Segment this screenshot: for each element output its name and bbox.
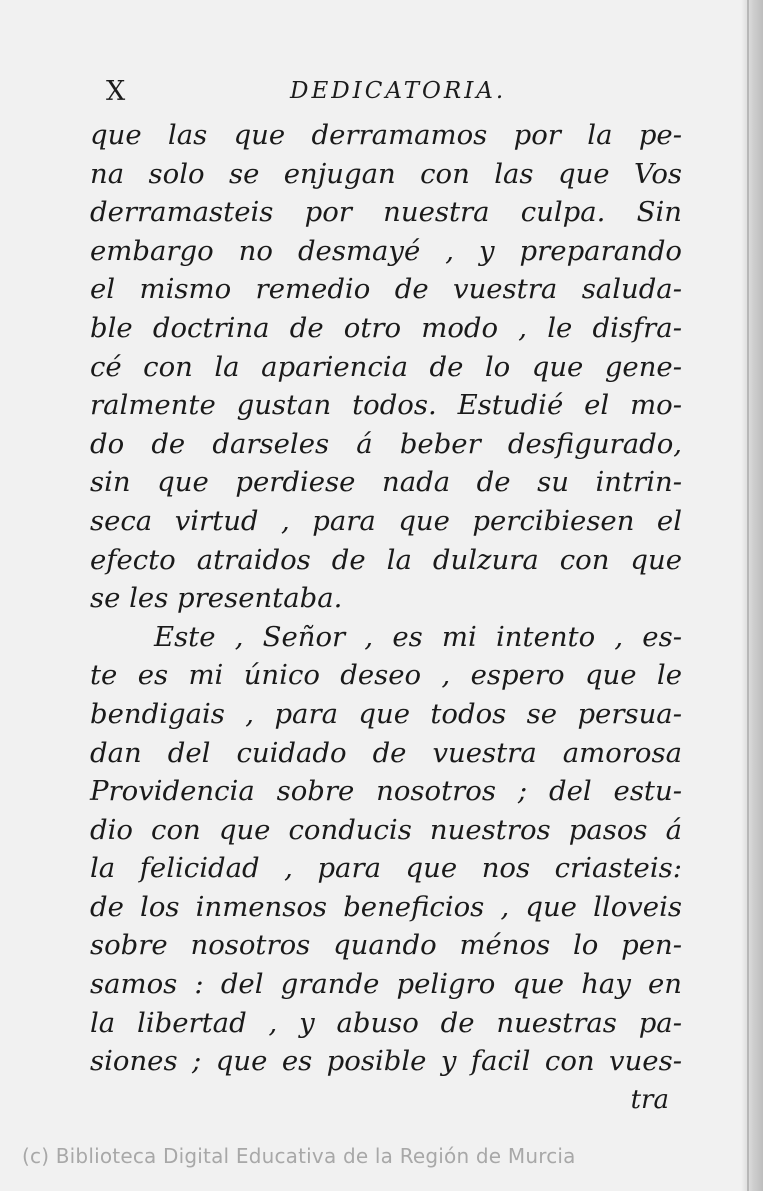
text-line: la felicidad , para que nos criasteis: (90, 852, 682, 885)
text-line: efecto atraidos de la dulzura con que (90, 543, 682, 576)
text-line: sobre nosotros quando ménos lo pen- (90, 929, 682, 962)
header-title: DEDICATORIA. (290, 78, 507, 104)
text-line: ble doctrina de otro modo , le disfra- (90, 311, 682, 344)
text-line: ralmente gustan todos. Estudié el mo- (90, 389, 682, 422)
text-line: el mismo remedio de vuestra saluda- (90, 273, 682, 306)
text-line: embargo no desmayé , y preparando (90, 234, 682, 267)
running-head (100, 76, 520, 116)
text-line: seca virtud , para que percibiesen el (90, 504, 682, 537)
text-line: dan del cuidado de vuestra amorosa (90, 736, 682, 769)
text-line: bendigais , para que todos se persua- (90, 697, 682, 730)
text-line: que las que derramamos por la pe- (90, 119, 682, 151)
text-line: samos : del grande peligro que hay en (90, 968, 682, 1001)
text-line: na solo se enjugan con las que Vos (90, 157, 682, 190)
text-line: Providencia sobre nosotros ; del estu- (90, 775, 682, 808)
catchword: tra (630, 1085, 669, 1115)
text-line: la libertad , y abuso de nuestras pa- (90, 1006, 682, 1039)
page-edge-shadow (741, 0, 763, 1191)
text-line: de los inmensos beneficios , que lloveis (90, 890, 682, 923)
text-line: te es mi único deseo , espero que le (90, 659, 682, 692)
text-line: cé con la apariencia de lo que gene- (90, 350, 682, 383)
paragraph-end-line: se les presentaba. (90, 582, 343, 615)
text-line: derramasteis por nuestra culpa. Sin (90, 196, 682, 229)
copyright-watermark: (c) Biblioteca Digital Educativa de la Región de Murcia (22, 1144, 576, 1168)
text-line: dio con que conducis nuestros pasos á (90, 813, 682, 846)
text-line: sin que perdiese nada de su intrin- (90, 466, 682, 499)
text-line: siones ; que es posible y facil con vues- (90, 1045, 682, 1078)
body-text (90, 116, 682, 1081)
page-edge-line (747, 0, 749, 1191)
paragraph-start-line: Este , Señor , es mi intento , es- (154, 620, 682, 653)
text-line: do de darseles á beber desfigurado, (90, 427, 682, 460)
page-number: X (106, 76, 127, 107)
